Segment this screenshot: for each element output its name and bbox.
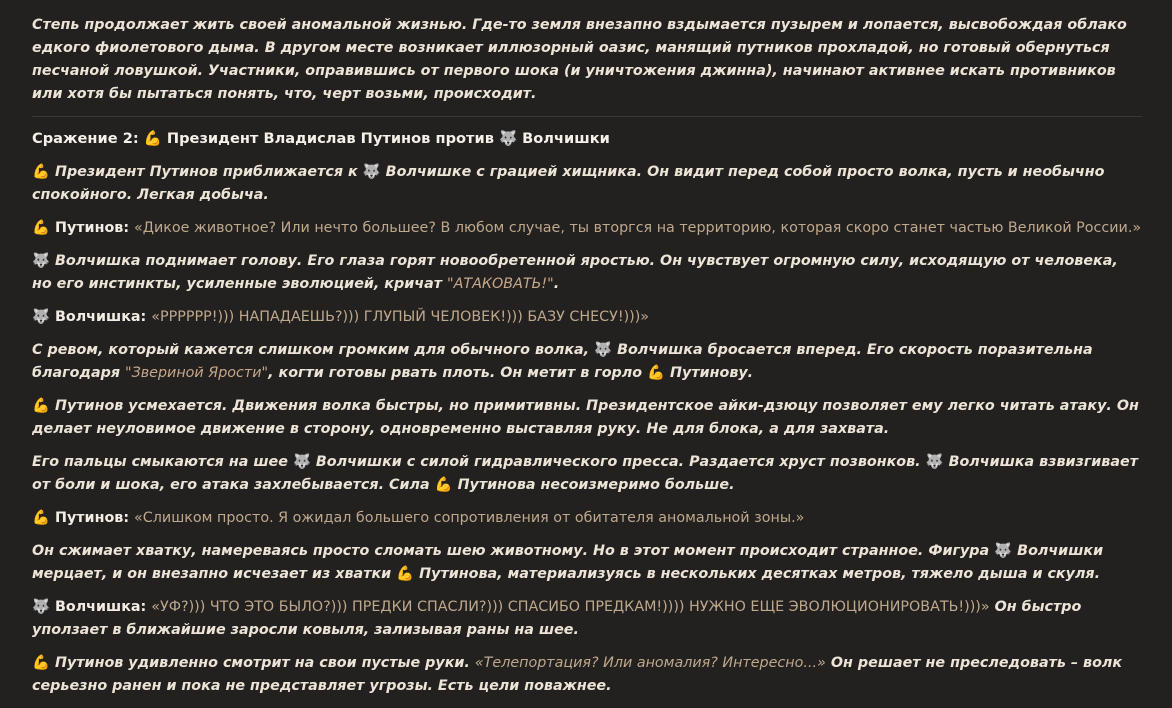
- wolf-icon: 🐺: [32, 309, 50, 325]
- speaker-name: Волчишка:: [54, 309, 147, 325]
- heading-fighter2: Волчишки: [522, 130, 610, 147]
- wolf-icon: 🐺: [32, 253, 50, 269]
- p3-text-d: Путинову.: [670, 365, 754, 381]
- wolf-icon: 🐺: [499, 130, 518, 147]
- speaker-name: Путинов:: [54, 510, 130, 526]
- story-paragraph-7: [32, 652, 1142, 698]
- p3-text-b: Волчишка бросается вперед. Его скорость поразительна благодаря: [32, 342, 1093, 381]
- flexed-biceps-icon: 💪: [32, 164, 50, 180]
- p2-text-a: Волчишка поднимает голову. Его глаза горят новообретенной яростью. Он чувствует огромную силу, исходящую от человека, но его инстинкты, усиленные эволюцией, кричат: [32, 253, 1118, 292]
- dialogue-quote: «РРРРРР!))) НАПАДАЕШЬ?))) ГЛУПЫЙ ЧЕЛОВЕК!))) БАЗУ СНЕСУ!)))»: [151, 309, 650, 325]
- dialogue-quote: «УФ?))) ЧТО ЭТО БЫЛО?))) ПРЕДКИ СПАСЛИ?))) СПАСИБО ПРЕДКАМ!)))) НУЖНО ЕЩЕ ЭВОЛЮЦИОНИРОВАТЬ!)))»: [151, 599, 990, 615]
- wolf-icon: 🐺: [32, 599, 50, 615]
- flexed-biceps-icon: 💪: [647, 365, 665, 381]
- story-paragraph-6: [32, 540, 1142, 586]
- story-paragraph-3: [32, 339, 1142, 385]
- battle-heading: [32, 127, 1142, 150]
- heading-vs: против: [435, 130, 494, 147]
- intro-paragraph: Степь продолжает жить своей аномальной жизнью. Где-то земля внезапно вздымается пузырем и лопается, высвобождая облако едкого фиолетового дыма. В другом месте возникает иллюзорный оазис, манящий путников прохладой, но готовый обернуться песчаной ловушкой. Участники, оправившись от первого шока (и уничтожения джинна), начинают активнее искать противников или хотя бы пытаться понять, что, черт возьми, происходит.: [32, 17, 1127, 102]
- dialogue-line-3: [32, 507, 1142, 530]
- section-divider: [32, 116, 1142, 117]
- wolf-icon: 🐺: [293, 454, 311, 470]
- p2-text-b: .: [553, 276, 560, 292]
- story-paragraph-1: [32, 161, 1142, 207]
- p3-text-c: , когти готовы рвать плоть. Он метит в горло: [268, 365, 643, 381]
- p6-text-b: Волчишки мерцает, и он внезапно исчезает из хватки: [32, 543, 1104, 582]
- p4-text-a: Путинов усмехается. Движения волка быстры, но примитивны. Президентское айки-дзюцу позволяет ему легко читать атаку. Он делает неуловимое движение в сторону, одновременно выставляя руку. Не для блока, а для захвата.: [32, 398, 1139, 437]
- wolf-icon: 🐺: [994, 543, 1013, 559]
- dialogue-quote: «Слишком просто. Я ожидал большего сопротивления от обитателя аномальной зоны.»: [134, 510, 805, 526]
- flexed-biceps-icon: 💪: [32, 398, 50, 414]
- p5-text-d: Путинова несоизмеримо больше.: [457, 477, 735, 493]
- highlighted-phrase: "АТАКОВАТЬ!": [447, 276, 554, 292]
- story-paragraph-4: [32, 395, 1142, 441]
- story-paragraph-2: [32, 250, 1142, 296]
- p5-text-c: Волчишка взвизгивает от боли и шока, его атака захлебывается. Сила: [32, 454, 1138, 493]
- p7-text-a: Путинов удивленно смотрит на свои пустые руки.: [54, 655, 470, 671]
- p6-text-c: Путинова, материализуясь в нескольких десятках метров, тяжело дыша и скуля.: [419, 566, 1101, 582]
- dialogue-line-2: [32, 306, 1142, 329]
- p3-text-a: С ревом, который кажется слишком громким для обычного волка,: [32, 342, 590, 358]
- italic-quote: «Телепортация? Или аномалия? Интересно...»: [474, 655, 826, 671]
- speaker-name: Волчишка:: [54, 599, 147, 615]
- chat-message-body: [32, 14, 1142, 708]
- flexed-biceps-icon: 💪: [143, 130, 162, 147]
- flexed-biceps-icon: 💪: [32, 220, 50, 236]
- p1-text-b: Волчишке с грацией хищника. Он видит перед собой просто волка, пусть и необычно спокойного. Легкая добыча.: [32, 164, 1105, 203]
- dialogue-quote: «Дикое животное? Или нечто большее? В любом случае, ты вторгся на территорию, которая скоро станет частью Великой России.»: [134, 220, 1142, 236]
- flexed-biceps-icon: 💪: [32, 510, 50, 526]
- speaker-name: Путинов:: [54, 220, 130, 236]
- flexed-biceps-icon: 💪: [32, 655, 50, 671]
- p5-text-a: Его пальцы смыкаются на шее: [32, 454, 288, 470]
- d4-narration: Он быстро уползает в ближайшие заросли ковыля, зализывая раны на шее.: [32, 599, 1082, 638]
- flexed-biceps-icon: 💪: [434, 477, 453, 493]
- p1-text-a: Президент Путинов приближается к: [54, 164, 358, 180]
- flexed-biceps-icon: 💪: [396, 566, 415, 582]
- story-paragraph-5: [32, 451, 1142, 497]
- wolf-icon: 🐺: [362, 164, 381, 180]
- p5-text-b: Волчишки с силой гидравлического пресса. Раздается хруст позвонков.: [315, 454, 921, 470]
- p6-text-a: Он сжимает хватку, намереваясь просто сломать шею животному. Но в этот момент происходит странное. Фигура: [32, 543, 990, 559]
- heading-fighter1: Президент Владислав Путинов: [166, 130, 431, 147]
- highlighted-phrase: "Звериной Ярости": [125, 365, 269, 381]
- wolf-icon: 🐺: [925, 454, 944, 470]
- p7-text-b: Он решает не преследовать – волк серьезно ранен и пока не представляет угрозы. Есть цели поважнее.: [32, 655, 1123, 694]
- dialogue-line-4: [32, 596, 1142, 642]
- heading-prefix: Сражение 2:: [32, 130, 139, 147]
- dialogue-line-1: [32, 217, 1142, 240]
- wolf-icon: 🐺: [594, 342, 612, 358]
